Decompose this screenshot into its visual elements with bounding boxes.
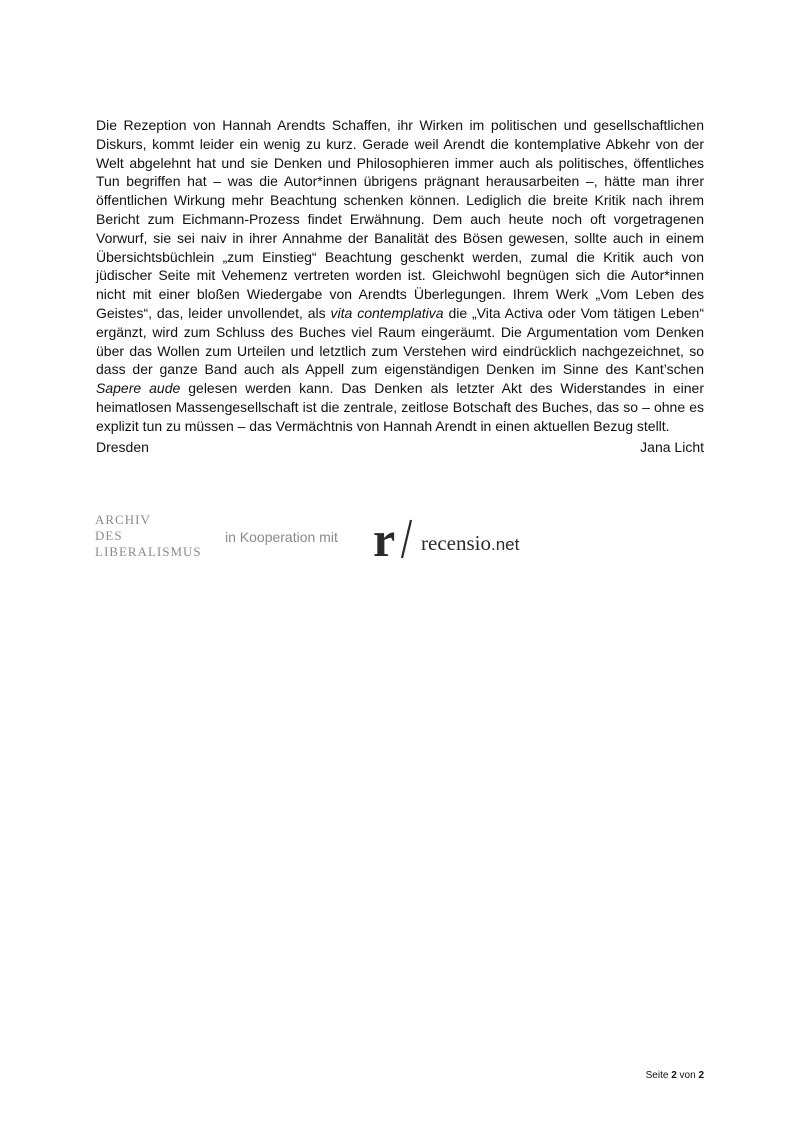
page-number-footer xyxy=(646,1070,704,1082)
paragraph-text-3: gelesen werden kann. Das Denken als letzter Akt des Widerstandes in einer heimatlosen Massengesellschaft ist die zentrale, zeitlose Botschaft des Buches, das so – ohne es explizit tun zu müssen – das Vermächtnis von Hannah Arendt in einen aktuellen Bezug stellt. xyxy=(96,380,704,434)
paragraph-text-1: Die Rezeption von Hannah Arendts Schaffen, ihr Wirken im politischen und gesellschaftlichen Diskurs, kommt leider ein wenig zu kurz. Gerade weil Arendt die kontemplative Abkehr von der Welt abgelehnt hat und sie Denken und Philosophieren immer auch als politisches, öffentliches Tun begriffen hat – was die Autor*innen übrigens prägnant herausarbeiten –, hätte man ihrer öffentlichen Wirkung mehr Beachtung schenken können. Lediglich die breite Kritik nach ihrem Bericht zum Eichmann-Prozess findet Erwähnung. Dem auch heute noch oft vorgetragenen Vorwurf, sie sei naiv in ihrer Annahme der Banalität des Bösen gewesen, sollte auch in einem Übersichtsbüchlein „zum Einstieg“ Beachtung geschenkt werden, zumal die Kritik auch von jüdischer Seite mit Vehemenz vertreten worden ist. Gleichwohl begnügen sich die Autor*innen nicht mit einer bloßen Wiedergabe von Arendts Überlegungen. Ihrem Werk „Vom Leben des Geistes“, das, leider unvollendet, als xyxy=(96,117,704,321)
recensio-wordmark xyxy=(421,531,519,556)
paragraph-italic-sapere-aude: Sapere aude xyxy=(96,380,181,397)
signature-place: Dresden xyxy=(96,439,149,455)
recensio-wordmark-name: recensio xyxy=(421,531,491,555)
signature-author: Jana Licht xyxy=(640,439,704,455)
footer-current-page: 2 xyxy=(671,1070,677,1081)
archiv-logo-line-2: DES xyxy=(95,528,123,543)
recensio-wordmark-tld: .net xyxy=(490,535,520,554)
recensio-r-icon xyxy=(373,518,413,560)
archiv-des-liberalismus-logo xyxy=(95,512,202,560)
footer-total-pages: 2 xyxy=(698,1070,704,1081)
footer-prefix: Seite xyxy=(645,1070,672,1081)
signature-row xyxy=(96,438,704,456)
review-paragraph xyxy=(96,116,704,436)
footer-middle: von xyxy=(676,1070,699,1081)
logo-bar xyxy=(95,510,555,566)
archiv-logo-line-1: ARCHIV xyxy=(95,512,151,527)
paragraph-italic-vita-contemplativa: vita contemplativa xyxy=(330,304,444,321)
paragraph-text-2: die „Vita Activa oder Vom tätigen Leben“ ergänzt, wird zum Schluss des Buches viel Raum eingeräumt. Die Argumentation vom Denken über das Wollen zum Urteilen und letztlich zum Verstehen wird eindrücklich nachgezeichnet, so dass der ganze Band auch als Appell zum eigenständigen Denken im Sinne des Kant’schen xyxy=(96,304,704,378)
recensio-logo xyxy=(373,516,519,560)
cooperation-label: in Kooperation mit xyxy=(225,529,338,545)
archiv-logo-line-3: LIBERALISMUS xyxy=(95,544,202,559)
svg-text:r: r xyxy=(373,518,396,560)
